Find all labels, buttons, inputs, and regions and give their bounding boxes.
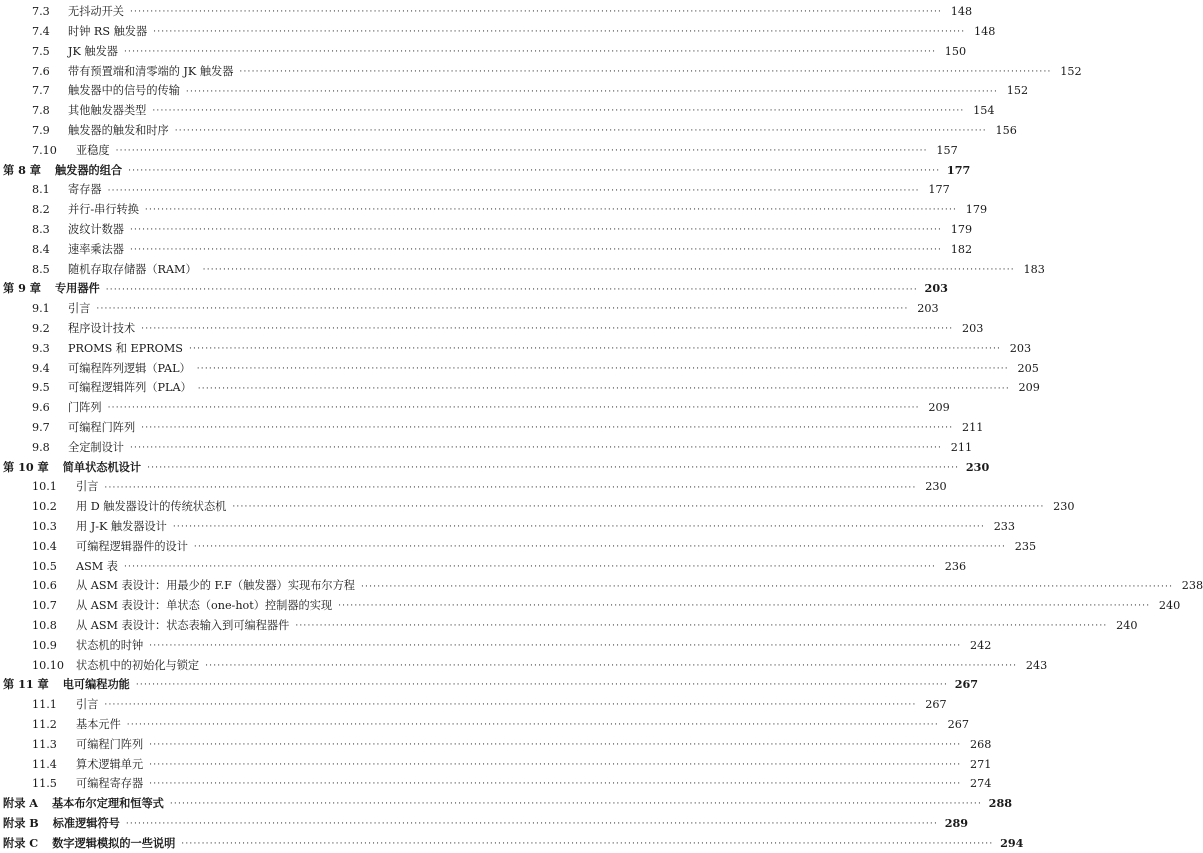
toc-dot-leader: ········································································································································································································ — [141, 423, 954, 434]
toc-dot-leader: ········································································································································································································ — [193, 541, 1007, 552]
toc-dot-leader: ········································································································································································································ — [96, 304, 909, 315]
toc-entry-row — [0, 200, 988, 220]
toc-page-number: 267 — [947, 717, 969, 731]
toc-section-title: 从 ASM 表设计：状态表输入到可编程器件 — [76, 619, 290, 632]
toc-section-number: 9.6 — [32, 401, 50, 415]
toc-section-number: 9.8 — [32, 440, 50, 454]
toc-page-number: 243 — [1025, 658, 1048, 672]
toc-section-number: 附录 B — [3, 815, 39, 830]
toc-entry-row — [0, 596, 1181, 616]
toc-entry-row — [0, 438, 973, 458]
toc-page-number: 267 — [925, 698, 947, 712]
toc-section-number: 7.3 — [32, 5, 50, 19]
toc-dot-leader: ········································································································································································································ — [202, 264, 1015, 275]
toc-page-number: 203 — [924, 281, 948, 296]
toc-section-number: 9.4 — [32, 361, 50, 375]
toc-entry-row — [0, 240, 973, 260]
toc-page-number: 211 — [950, 440, 973, 454]
toc-page-number: 154 — [973, 104, 995, 118]
toc-entry-row — [0, 141, 958, 161]
toc-page-number: 211 — [961, 421, 984, 435]
toc-page-number: 230 — [965, 459, 990, 474]
toc-page-number: 233 — [993, 520, 1016, 534]
toc-dot-leader: ········································································································································································································ — [107, 403, 920, 414]
toc-dot-leader: ········································································································································································································ — [149, 739, 962, 750]
toc-page-number: 240 — [1116, 619, 1138, 632]
toc-entry-row — [0, 42, 967, 62]
toc-section-title: 引言 — [68, 302, 91, 316]
toc-dot-leader: ········································································································································································································ — [141, 324, 954, 335]
toc-dot-leader: ········································································································································································································ — [239, 66, 1052, 77]
toc-page-number: 179 — [965, 203, 988, 217]
toc-dot-leader: ········································································································································································································ — [188, 343, 1002, 354]
toc-section-title: 可编程阵列逻辑（PAL） — [68, 361, 191, 375]
toc-section-number: 10.5 — [32, 559, 57, 573]
toc-dot-leader: ········································································································································································································ — [147, 462, 960, 473]
toc-section-title: 可编程门阵列 — [76, 737, 144, 751]
toc-section-number: 8.2 — [32, 203, 50, 217]
toc-page-number: 230 — [925, 480, 947, 494]
toc-section-title: 带有预置端和清零端的 JK 触发器 — [68, 64, 234, 78]
toc-page-number: 157 — [936, 143, 958, 157]
toc-dot-leader: ········································································································································································································ — [129, 442, 943, 453]
toc-chapter-row — [0, 160, 971, 180]
toc-section-title: 简单状态机设计 — [62, 459, 142, 474]
toc-page-number: 289 — [944, 815, 969, 830]
toc-section-number: 9.3 — [32, 341, 50, 355]
toc-dot-leader: ········································································································································································································ — [129, 7, 943, 18]
toc-dot-leader: ········································································································································································································ — [144, 205, 958, 216]
toc-entry-row — [0, 378, 1040, 398]
toc-dot-leader: ········································································································································································································ — [125, 819, 939, 830]
toc-section-number: 7.8 — [32, 104, 50, 118]
toc-section-title: 触发器的组合 — [54, 162, 123, 177]
toc-entry-row — [0, 537, 1037, 557]
toc-chapter-row — [0, 833, 1024, 853]
toc-entry-row — [0, 121, 1017, 141]
toc-section-number: 7.10 — [32, 143, 57, 157]
toc-dot-leader: ········································································································································································································ — [105, 284, 918, 295]
toc-section-number: 8.4 — [32, 242, 50, 256]
toc-section-title: 触发器的触发和时序 — [68, 124, 169, 138]
toc-section-number: 7.6 — [32, 64, 50, 78]
toc-section-number: 9.5 — [32, 381, 50, 395]
toc-section-number: 附录 C — [3, 835, 39, 850]
toc-entry-row — [0, 101, 995, 121]
toc-dot-leader: ········································································································································································································ — [232, 502, 1045, 513]
toc-dot-leader: ········································································································································································································ — [128, 165, 941, 176]
toc-page-number: 267 — [954, 677, 979, 692]
toc-section-number: 10.9 — [32, 638, 57, 652]
toc-page-number: 203 — [1009, 341, 1032, 355]
toc-page-number: 177 — [946, 162, 971, 177]
toc-section-number: 10.6 — [32, 579, 57, 593]
toc-section-number: 8.3 — [32, 223, 50, 237]
toc-section-title: 状态机的时钟 — [76, 638, 144, 652]
toc-entry-row — [0, 180, 950, 200]
toc-chapter-row — [0, 279, 948, 299]
toc-section-number: 9.1 — [32, 302, 50, 316]
toc-entry-row — [0, 81, 1029, 101]
toc-page-number: 203 — [917, 302, 939, 316]
toc-section-title: 无抖动开关 — [68, 5, 124, 19]
toc-section-number: 10.10 — [32, 658, 65, 672]
toc-entry-row — [0, 418, 984, 438]
toc-entry-row — [0, 774, 992, 794]
toc-dot-leader: ········································································································································································································ — [205, 660, 1018, 671]
toc-entry-row — [0, 517, 1016, 537]
toc-entry-row — [0, 319, 984, 339]
toc-section-number: 第 11 章 — [3, 677, 49, 692]
toc-section-title: JK 触发器 — [68, 44, 118, 58]
toc-section-title: 算术逻辑单元 — [76, 757, 144, 771]
toc-section-number: 11.5 — [32, 777, 57, 791]
toc-page-number: 182 — [950, 242, 973, 256]
toc-section-number: 7.7 — [32, 84, 50, 98]
toc-dot-leader: ········································································································································································································ — [115, 145, 928, 156]
toc-section-title: 引言 — [76, 698, 99, 712]
toc-chapter-row — [0, 794, 1013, 814]
toc-section-number: 11.1 — [32, 698, 57, 712]
toc-section-number: 7.9 — [32, 124, 50, 138]
toc-entry-row — [0, 497, 1075, 517]
toc-dot-leader: ········································································································································································································ — [135, 680, 949, 691]
toc-section-title: 程序设计技术 — [68, 322, 136, 336]
toc-section-title: 可编程门阵列 — [68, 421, 136, 435]
toc-dot-leader: ········································································································································································································ — [123, 46, 937, 57]
toc-page-number: 242 — [969, 638, 992, 652]
toc-page-number: 179 — [950, 223, 973, 237]
toc-entry-row — [0, 259, 1045, 279]
toc-page-number: 177 — [928, 183, 950, 197]
toc-page-number: 156 — [995, 124, 1017, 138]
toc-section-number: 10.1 — [32, 480, 57, 494]
toc-section-number: 11.4 — [32, 757, 57, 771]
toc-section-title: 引言 — [76, 480, 99, 494]
toc-section-title: 数字逻辑模拟的一些说明 — [52, 835, 176, 850]
toc-dot-leader: ········································································································································································································ — [149, 779, 962, 790]
toc-section-number: 11.2 — [32, 717, 57, 731]
toc-entry-row — [0, 2, 973, 22]
toc-section-title: 其他触发器类型 — [68, 104, 147, 118]
toc-section-title: 全定制设计 — [68, 440, 124, 454]
toc-section-title: 可编程逻辑阵列（PLA） — [68, 381, 192, 395]
toc-entry-row — [0, 616, 1138, 636]
toc-page-number: 236 — [944, 559, 967, 573]
toc-page-number: 203 — [961, 322, 984, 336]
toc-entry-row — [0, 339, 1032, 359]
toc-section-number: 附录 A — [3, 796, 38, 811]
toc-dot-leader: ········································································································································································································ — [123, 561, 937, 572]
toc-section-title: 时钟 RS 触发器 — [68, 25, 148, 39]
toc-section-title: 标准逻辑符号 — [52, 815, 120, 830]
toc-section-title: 从 ASM 表设计：单状态（one-hot）控制器的实现 — [76, 599, 333, 613]
toc-dot-leader: ········································································································································································································ — [107, 185, 920, 196]
toc-dot-leader: ········································································································································································································ — [129, 225, 943, 236]
toc-section-title: 电可编程功能 — [62, 677, 130, 692]
toc-dot-leader: ········································································································································································································ — [104, 482, 917, 493]
toc-page-number: 152 — [1006, 84, 1029, 98]
toc-entry-row — [0, 576, 1203, 596]
toc-dot-leader: ········································································································································································································ — [152, 106, 965, 117]
toc-dot-leader: ········································································································································································································ — [360, 581, 1174, 592]
toc-section-title: 门阵列 — [68, 401, 102, 415]
toc-entry-row — [0, 734, 992, 754]
toc-section-title: PROMS 和 EPROMS — [68, 341, 183, 355]
toc-page-number: 240 — [1158, 599, 1181, 613]
toc-section-title: 从 ASM 表设计：用最少的 F.F（触发器）实现布尔方程 — [76, 579, 355, 593]
toc-dot-leader: ········································································································································································································ — [126, 720, 939, 731]
toc-section-number: 8.5 — [32, 262, 50, 276]
toc-page-number: 148 — [973, 25, 996, 39]
toc-dot-leader: ········································································································································································································ — [338, 601, 1151, 612]
toc-dot-leader: ········································································································································································································ — [197, 383, 1010, 394]
toc-entry-row — [0, 299, 939, 319]
toc-entry-row — [0, 398, 950, 418]
toc-page-number: 274 — [969, 777, 992, 791]
toc-section-number: 10.4 — [32, 539, 57, 553]
toc-page-number: 288 — [988, 796, 1013, 811]
toc-section-number: 10.2 — [32, 500, 57, 514]
toc-section-title: 可编程逻辑器件的设计 — [76, 539, 188, 553]
toc-entry-row — [0, 477, 947, 497]
toc-section-number: 7.5 — [32, 44, 50, 58]
toc-page-number: 230 — [1053, 500, 1075, 514]
toc-entry-row — [0, 358, 1039, 378]
toc-section-title: 寄存器 — [68, 183, 102, 197]
toc-entry-row — [0, 636, 992, 656]
toc-entry-row — [0, 61, 1082, 81]
toc-chapter-row — [0, 814, 969, 834]
toc-section-title: 用 J-K 触发器设计 — [76, 520, 167, 534]
toc-section-number: 11.3 — [32, 737, 57, 751]
toc-section-number: 7.4 — [32, 25, 50, 39]
toc-section-number: 8.1 — [32, 183, 50, 197]
toc-dot-leader: ········································································································································································································ — [153, 27, 966, 38]
toc-entry-row — [0, 655, 1048, 675]
toc-section-title: 用 D 触发器设计的传统状态机 — [76, 500, 227, 514]
toc-section-title: 波纹计数器 — [68, 223, 124, 237]
toc-entry-row — [0, 695, 947, 715]
toc-page-number: 150 — [944, 44, 967, 58]
toc-page-number: 152 — [1060, 64, 1082, 78]
toc-section-title: 专用器件 — [54, 281, 100, 296]
toc-section-number: 10.3 — [32, 520, 57, 534]
toc-section-title: 可编程寄存器 — [76, 777, 144, 791]
toc-entry-row — [0, 556, 967, 576]
toc-page-number: 235 — [1014, 539, 1037, 553]
toc-dot-leader: ········································································································································································································ — [174, 126, 987, 137]
toc-page-number: 183 — [1023, 262, 1045, 276]
toc-chapter-row — [0, 675, 979, 695]
toc-section-title: 基本布尔定理和恒等式 — [51, 796, 164, 811]
toc-section-number: 9.2 — [32, 322, 50, 336]
toc-dot-leader: ········································································································································································································ — [104, 700, 917, 711]
toc-section-number: 第 9 章 — [3, 281, 41, 296]
toc-page-number: 209 — [928, 401, 950, 415]
toc-entry-row — [0, 220, 973, 240]
toc-section-number: 9.7 — [32, 421, 50, 435]
toc-entry-row — [0, 754, 992, 774]
toc-dot-leader: ········································································································································································································ — [129, 244, 943, 255]
toc-section-title: 触发器中的信号的传输 — [68, 84, 180, 98]
toc-section-title: 亚稳度 — [76, 143, 110, 157]
toc-chapter-row — [0, 457, 990, 477]
toc-dot-leader: ········································································································································································································ — [295, 621, 1108, 632]
toc-entry-row — [0, 715, 969, 735]
toc-section-number: 10.7 — [32, 599, 57, 613]
toc-section-title: 并行-串行转换 — [68, 203, 139, 217]
toc-page-number: 268 — [969, 737, 992, 751]
toc-section-number: 第 10 章 — [3, 459, 49, 474]
toc-dot-leader: ········································································································································································································ — [169, 799, 983, 810]
toc-section-title: ASM 表 — [76, 559, 118, 573]
toc-page-number: 271 — [969, 757, 992, 771]
toc-dot-leader: ········································································································································································································ — [196, 363, 1009, 374]
toc-page-number: 209 — [1018, 381, 1040, 395]
toc-page-number: 294 — [1000, 835, 1024, 850]
toc-section-title: 随机存取存储器（RAM） — [68, 262, 197, 276]
toc-page-number: 205 — [1017, 361, 1039, 375]
toc-dot-leader: ········································································································································································································ — [181, 838, 994, 849]
toc-section-title: 速率乘法器 — [68, 242, 124, 256]
toc-page-number: 148 — [950, 5, 973, 19]
toc-dot-leader: ········································································································································································································ — [185, 86, 999, 97]
toc-dot-leader: ········································································································································································································ — [149, 640, 962, 651]
toc-dot-leader: ········································································································································································································ — [172, 522, 986, 533]
toc-entry-row — [0, 22, 996, 42]
toc-section-title: 基本元件 — [76, 717, 121, 731]
toc-section-title: 状态机中的初始化与锁定 — [76, 658, 200, 672]
toc-page-number: 238 — [1181, 579, 1203, 593]
toc-section-number: 第 8 章 — [3, 162, 41, 177]
toc-section-number: 10.8 — [32, 619, 57, 632]
toc-dot-leader: ········································································································································································································ — [149, 759, 962, 770]
